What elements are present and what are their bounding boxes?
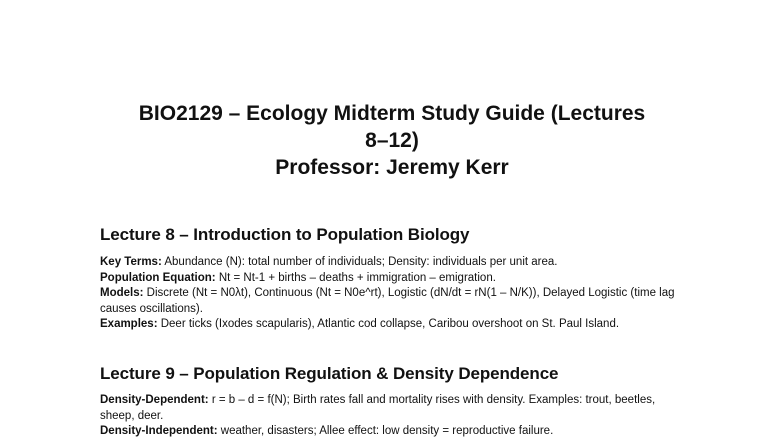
paragraph-examples bbox=[100, 317, 690, 333]
term-text: Nt = Nt-1 + births – deaths + immigration – emigration. bbox=[215, 271, 496, 284]
paragraph-models bbox=[100, 286, 690, 317]
paragraph-population-equation bbox=[100, 271, 690, 287]
term-label: Population Equation: bbox=[100, 271, 216, 284]
term-label: Examples: bbox=[100, 318, 158, 330]
section-heading-lecture-8: Lecture 8 – Introduction to Population Biology bbox=[100, 225, 470, 244]
term-text: r = b – d = f(N); Birth rates fall and mortality rises with density. Examples: trout, beetles, sheep, deer. bbox=[100, 394, 656, 422]
term-label: Key Terms: bbox=[100, 256, 162, 268]
term-label: Models: bbox=[100, 287, 144, 299]
title-professor: Professor: Jeremy Kerr bbox=[275, 156, 509, 179]
title-line-1: BIO2129 – Ecology Midterm Study Guide (Lectures bbox=[138, 102, 646, 125]
section-body-lecture-9 bbox=[100, 393, 690, 440]
title-line-2: 8–12) bbox=[365, 129, 419, 152]
paragraph-density-independent bbox=[100, 424, 690, 440]
paragraph-density-dependent bbox=[100, 393, 690, 424]
term-text: Abundance (N): total number of individuals; Density: individuals per unit area. bbox=[161, 256, 558, 268]
term-text: Deer ticks (Ixodes scapularis), Atlantic cod collapse, Caribou overshoot on St. Paul Island. bbox=[157, 318, 620, 330]
term-text: weather, disasters; Allee effect: low density = reproductive failure. bbox=[217, 425, 554, 437]
term-label: Density-Independent: bbox=[100, 425, 218, 437]
section-body-lecture-8 bbox=[100, 255, 690, 333]
paragraph-key-terms bbox=[100, 255, 690, 271]
term-label: Density-Dependent: bbox=[100, 394, 209, 406]
document-title bbox=[60, 100, 724, 181]
term-text: Discrete (Nt = N0λt), Continuous (Nt = N0e^rt), Logistic (dN/dt = rN(1 – N/K)), Delayed Logistic (time lag causes oscillations). bbox=[100, 287, 675, 315]
section-heading-lecture-9: Lecture 9 – Population Regulation & Density Dependence bbox=[100, 364, 559, 383]
